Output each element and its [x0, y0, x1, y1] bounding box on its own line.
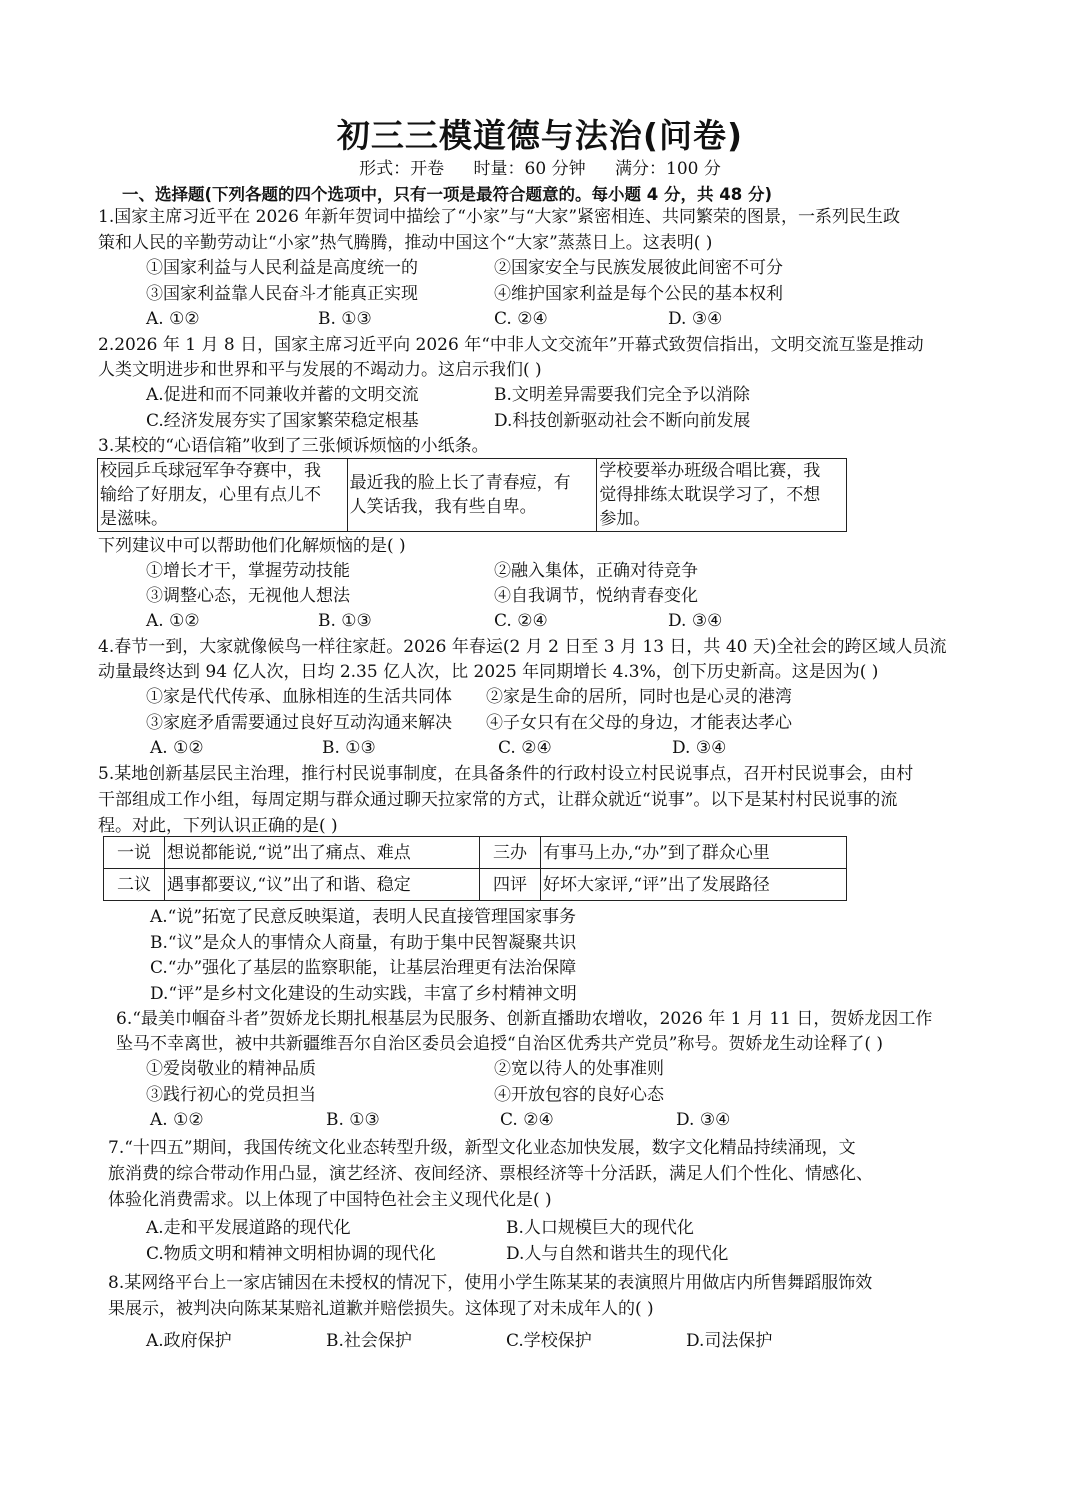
exam-meta: [0, 154, 1080, 179]
question-3-text: 下列建议中可以帮助他们化解烦恼的是( ): [98, 536, 406, 556]
note-line: 参加。: [599, 509, 651, 529]
note-cell: [347, 459, 597, 532]
question-5-choice-c: C.“办”强化了基层的监察职能，让基层治理更有法治保障: [150, 958, 577, 978]
process-desc: 遇事都要议,“议”出了和谐、稳定: [165, 869, 480, 901]
section-heading: 一、选择题(下列各题的四个选项中，只有一项是最符合题意的。每小题 4 分，共 48 分): [122, 185, 773, 204]
question-8-choice-c: C.学校保护: [506, 1331, 592, 1351]
question-7-choice-d: D.人与自然和谐共生的现代化: [506, 1244, 729, 1264]
question-3-choice-c: C. ②④: [494, 611, 548, 631]
question-4-option: ④子女只有在父母的身边，才能表达孝心: [486, 713, 792, 733]
question-4-choice-a: A. ①②: [150, 738, 204, 758]
question-7-text: 7.“十四五”期间，我国传统文化业态转型升级，新型文化业态加快发展，数字文化精品持续涌现，文: [108, 1138, 856, 1158]
note-line: 学校要举办班级合唱比赛，我: [599, 461, 821, 481]
question-2-text: 人类文明进步和世界和平与发展的不竭动力。这启示我们( ): [98, 360, 542, 380]
question-5-text: 5.某地创新基层民主治理，推行村民说事制度，在具备条件的行政村设立村民说事点，召开村民说事会，由村: [98, 764, 914, 784]
note-line: 是滋味。: [100, 509, 168, 529]
question-6-option: ②宽以待人的处事准则: [494, 1059, 664, 1079]
question-6-choice-b: B. ①③: [326, 1110, 380, 1130]
exam-time: 时量：60 分钟: [473, 159, 586, 179]
question-2-choice-b: B.文明差异需要我们完全予以消除: [494, 385, 750, 405]
question-3-text: 3.某校的“心语信箱”收到了三张倾诉烦恼的小纸条。: [98, 436, 489, 456]
question-4-option: ①家是代代传承、血脉相连的生活共同体: [146, 687, 452, 707]
question-4-choice-d: D. ③④: [672, 738, 727, 758]
question-4-text: 4.春节一到，大家就像候鸟一样往家赶。2026 年春运(2 月 2 日至 3 月 13 日，共 40 天)全社会的跨区域人员流: [98, 637, 947, 657]
question-7-choice-c: C.物质文明和精神文明相协调的现代化: [146, 1244, 436, 1264]
question-8-text: 果展示，被判决向陈某某赔礼道歉并赔偿损失。这体现了对未成年人的( ): [108, 1299, 654, 1319]
question-1-option: ②国家安全与民族发展彼此间密不可分: [494, 258, 783, 278]
question-1-choice-a: A. ①②: [146, 309, 200, 329]
question-8-choice-b: B.社会保护: [326, 1331, 412, 1351]
question-2-text: 2.2026 年 1 月 8 日，国家主席习近平向 2026 年“中非人文交流年”开幕式致贺信指出，文明交流互鉴是推动: [98, 335, 924, 355]
process-step: 四评: [480, 869, 541, 901]
question-6-text: 坠马不幸离世，被中共新疆维吾尔自治区委员会追授“自治区优秀共产党员”称号。贺娇龙生动诠释了( ): [116, 1034, 884, 1054]
question-5-text: 干部组成工作小组，每周定期与群众通过聊天拉家常的方式，让群众就近“说事”。以下是某村村民说事的流: [98, 790, 898, 810]
question-3-option: ③调整心态，无视他人想法: [146, 586, 350, 606]
question-1-option: ①国家利益与人民利益是高度统一的: [146, 258, 418, 278]
question-6-choice-a: A. ①②: [150, 1110, 204, 1130]
note-line: 校园乒乓球冠军争夺赛中，我: [100, 461, 321, 481]
question-7-choice-a: A.走和平发展道路的现代化: [146, 1218, 351, 1238]
process-desc: 有事马上办,“办”到了群众心里: [541, 837, 847, 869]
exam-form: 形式：开卷: [359, 159, 445, 179]
question-3-notes-table: [97, 458, 847, 532]
question-2-choice-a: A.促进和而不同兼收并蓄的文明交流: [146, 385, 419, 405]
question-6-choice-c: C. ②④: [500, 1110, 554, 1130]
question-7-text: 旅消费的综合带动作用凸显，演艺经济、夜间经济、票根经济等十分活跃，满足人们个性化、情感化、: [108, 1164, 873, 1184]
question-4-choice-b: B. ①③: [322, 738, 376, 758]
note-line: 输给了好朋友，心里有点儿不: [100, 485, 321, 505]
question-3-choice-a: A. ①②: [146, 611, 200, 631]
question-4-option: ②家是生命的居所，同时也是心灵的港湾: [486, 687, 792, 707]
question-5-text: 程。对此，下列认识正确的是( ): [98, 816, 338, 836]
question-4-choice-c: C. ②④: [498, 738, 552, 758]
question-2-choice-d: D.科技创新驱动社会不断向前发展: [494, 411, 751, 431]
process-step: 一说: [104, 837, 165, 869]
question-6-option: ④开放包容的良好心态: [494, 1085, 664, 1105]
note-line: 最近我的脸上长了青春痘，有: [349, 473, 571, 493]
question-6-option: ①爱岗敬业的精神品质: [146, 1059, 316, 1079]
question-1-text: 策和人民的辛勤劳动让“小家”热气腾腾，推动中国这个“大家”蒸蒸日上。这表明( ): [98, 233, 713, 253]
question-8-choice-a: A.政府保护: [146, 1331, 232, 1351]
question-5-process-table: [103, 836, 847, 901]
question-1-choice-d: D. ③④: [668, 309, 723, 329]
note-line: 觉得排练太耽误学习了，不想: [599, 485, 821, 505]
question-4-option: ③家庭矛盾需要通过良好互动沟通来解决: [146, 713, 452, 733]
note-cell: [597, 459, 847, 532]
question-3-option: ①增长才干，掌握劳动技能: [146, 561, 350, 581]
question-7-choice-b: B.人口规模巨大的现代化: [506, 1218, 694, 1238]
question-5-choice-d: D.“评”是乡村文化建设的生动实践，丰富了乡村精神文明: [150, 984, 577, 1004]
question-1-option: ④维护国家利益是每个公民的基本权利: [494, 284, 783, 304]
process-step: 二议: [104, 869, 165, 901]
question-6-text: 6.“最美巾帼奋斗者”贺娇龙长期扎根基层为民服务、创新直播助农增收，2026 年 1 月 11 日，贺娇龙因工作: [116, 1009, 933, 1029]
question-1-option: ③国家利益靠人民奋斗才能真正实现: [146, 284, 418, 304]
question-3-choice-d: D. ③④: [668, 611, 723, 631]
question-4-text: 动量最终达到 94 亿人次，日均 2.35 亿人次，比 2025 年同期增长 4.3%，创下历史新高。这是因为( ): [98, 662, 879, 682]
question-1-text: 1.国家主席习近平在 2026 年新年贺词中描绘了“小家”与“大家”紧密相连、共同繁荣的图景，一系列民生政: [98, 207, 901, 227]
question-8-choice-d: D.司法保护: [686, 1331, 773, 1351]
question-3-choice-b: B. ①③: [318, 611, 372, 631]
note-cell: [98, 459, 348, 532]
question-5-choice-b: B.“议”是众人的事情众人商量，有助于集中民智凝聚共识: [150, 933, 577, 953]
exam-score: 满分：100 分: [615, 159, 721, 179]
question-8-text: 8.某网络平台上一家店铺因在未授权的情况下，使用小学生陈某某的表演照片用做店内所售舞蹈服饰效: [108, 1273, 873, 1293]
question-6-choice-d: D. ③④: [676, 1110, 731, 1130]
question-3-option: ②融入集体，正确对待竞争: [494, 561, 698, 581]
question-6-option: ③践行初心的党员担当: [146, 1085, 316, 1105]
page-title: 初三三模道德与法治(问卷): [336, 116, 744, 155]
note-line: 人笑话我，我有些自卑。: [349, 497, 537, 517]
question-3-option: ④自我调节，悦纳青春变化: [494, 586, 698, 606]
question-7-text: 体验化消费需求。以上体现了中国特色社会主义现代化是( ): [108, 1190, 552, 1210]
question-2-choice-c: C.经济发展夯实了国家繁荣稳定根基: [146, 411, 419, 431]
process-step: 三办: [480, 837, 541, 869]
process-desc: 好坏大家评,“评”出了发展路径: [541, 869, 847, 901]
process-desc: 想说都能说,“说”出了痛点、难点: [165, 837, 480, 869]
question-1-choice-b: B. ①③: [318, 309, 372, 329]
question-1-choice-c: C. ②④: [494, 309, 548, 329]
question-5-choice-a: A.“说”拓宽了民意反映渠道，表明人民直接管理国家事务: [150, 907, 577, 927]
